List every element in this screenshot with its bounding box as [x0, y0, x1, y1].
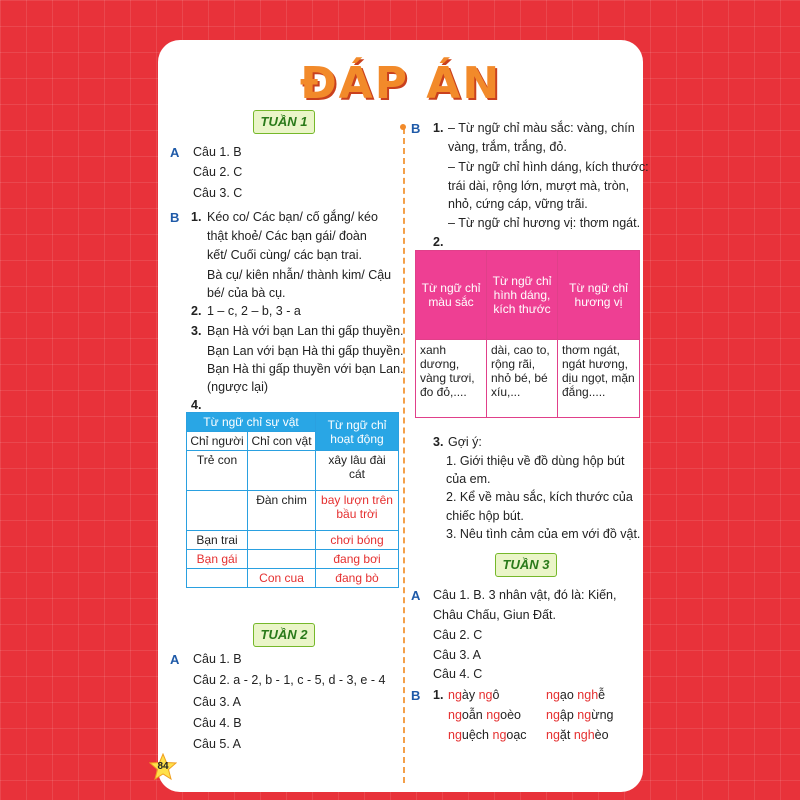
r-b-q3-line: chiếc hộp bút.	[446, 509, 524, 523]
r-section-b-tag: B	[411, 121, 421, 136]
r-b-q3-head: Gợi ý:	[448, 435, 482, 449]
t1-cell: Trẻ con	[187, 451, 248, 491]
divider-dot-top	[400, 124, 406, 130]
w1-a-line: Câu 2. C	[193, 165, 243, 179]
w1-b-q1-line: Bà cụ/ kiên nhẫn/ thành kim/ Cậu	[207, 268, 392, 282]
t1-cell: xây lâu đài cát	[316, 451, 399, 491]
w1-b-q1-num: 1.	[191, 210, 202, 224]
t2-header: Từ ngữ chỉ màu sắc	[416, 251, 487, 340]
w3-word: ngày ngô	[448, 688, 500, 702]
t1-cell: đang bơi	[316, 550, 399, 569]
week-3-label: TUẦN 3	[495, 553, 557, 577]
t1-cell	[248, 550, 316, 569]
w2-line: Câu 3. A	[193, 695, 241, 709]
w2-line: Câu 1. B	[193, 652, 242, 666]
t1-cell: Bạn gái	[187, 550, 248, 569]
t1-cell: Bạn trai	[187, 531, 248, 550]
page-title: ĐÁP ÁN	[299, 58, 502, 109]
r-b-q1-num: 1.	[433, 121, 444, 135]
w1-b-q3-line: Bạn Lan với bạn Hà thi gấp thuyền.	[207, 344, 404, 358]
w2-line: Câu 2. a - 2, b - 1, c - 5, d - 3, e - 4	[193, 673, 386, 687]
r-b-q3-line: 3. Nêu tình cảm của em với đồ vật.	[446, 527, 641, 541]
w1-b-q3-line: Bạn Hà với bạn Lan thi gấp thuyền.	[207, 324, 404, 338]
w3-a-line: Châu Chấu, Giun Đất.	[433, 608, 556, 622]
t1-cell: đang bò	[316, 569, 399, 588]
column-divider	[403, 128, 405, 783]
t1-cell: bay lượn trên bầu trời	[316, 491, 399, 531]
week-1-label: TUẦN 1	[253, 110, 315, 134]
w2-line: Câu 5. A	[193, 737, 241, 751]
w3-a-line: Câu 1. B. 3 nhân vật, đó là: Kiến,	[433, 588, 617, 602]
t1-sub-people: Chỉ người	[187, 432, 248, 451]
week-2-label: TUẦN 2	[253, 623, 315, 647]
w1-a-line: Câu 1. B	[193, 145, 242, 159]
r-b-q1-line: vàng, trắm, trắng, đỏ.	[448, 140, 567, 154]
answer-page	[158, 40, 649, 792]
r-b-q3-line: của em.	[446, 472, 491, 486]
t1-cell: Con cua	[248, 569, 316, 588]
w3-a-line: Câu 3. A	[433, 648, 481, 662]
r-b-q1-line: trái dài, rộng lớn, mượt mà, tròn,	[448, 179, 630, 193]
r-b-q1-line: – Từ ngữ chỉ màu sắc: vàng, chín	[448, 121, 635, 135]
page-number: 84	[157, 761, 169, 772]
w1-b-q1-line: kết/ Cuối cùng/ các bạn trai.	[207, 248, 362, 262]
w3-word: ngặt nghèo	[546, 728, 609, 742]
r-b-q3-line: 2. Kể về màu sắc, kích thước của	[446, 490, 633, 504]
t1-cell	[187, 569, 248, 588]
w1-b-q4-num: 4.	[191, 398, 202, 412]
t2-cell: dài, cao to, rộng rãi, nhỏ bé, bé xíu,...	[487, 340, 558, 418]
w1-b-q2-num: 2.	[191, 304, 202, 318]
w3-word: ngạo nghễ	[546, 688, 606, 702]
w2-section-a-tag: A	[170, 652, 180, 667]
r-b-q3-num: 3.	[433, 435, 444, 449]
w3-word: ngập ngừng	[546, 708, 614, 722]
w1-b-q1-line: thật khoẻ/ Các bạn gái/ đoàn	[207, 229, 367, 243]
t2-header: Từ ngữ chỉ hương vị	[558, 251, 640, 340]
t1-header-things: Từ ngữ chỉ sự vật	[187, 413, 316, 432]
t1-header-actions: Từ ngữ chỉ hoạt động	[316, 413, 399, 451]
w1-b-q3-num: 3.	[191, 324, 202, 338]
w1-activity-table	[186, 412, 399, 588]
t2-cell: thơm ngát, ngát hương, dịu ngọt, mặn đắng.....	[558, 340, 640, 418]
r-b-q1-line: – Từ ngữ chỉ hình dáng, kích thước:	[448, 160, 649, 174]
w3-word: nguệch ngoạc	[448, 728, 527, 742]
t2-header: Từ ngữ chỉ hình dáng, kích thước	[487, 251, 558, 340]
w3-word: ngoẫn ngoèo	[448, 708, 522, 722]
w3-b-num: 1.	[433, 688, 444, 702]
w3-section-b-tag: B	[411, 688, 421, 703]
w3-a-line: Câu 2. C	[433, 628, 483, 642]
t1-cell	[187, 491, 248, 531]
w3-a-line: Câu 4. C	[433, 667, 483, 681]
t1-sub-animals: Chỉ con vật	[248, 432, 316, 451]
w1-b-q1-line: bé/ của bà cụ.	[207, 286, 286, 300]
w1-b-q1-line: Kéo co/ Các bạn/ cố gắng/ kéo	[207, 210, 378, 224]
w1-b-q3-line: (ngược lại)	[207, 380, 269, 394]
w1-section-b-tag: B	[170, 210, 180, 225]
w1-b-q3-line: Bạn Hà thi gấp thuyền với bạn Lan.	[207, 362, 404, 376]
w1-section-a-tag: A	[170, 145, 180, 160]
w2-line: Câu 4. B	[193, 716, 242, 730]
r-b-q1-line: nhỏ, cứng cáp, vững trãi.	[448, 197, 588, 211]
t2-cell: xanh dương, vàng tươi, đo đỏ,....	[416, 340, 487, 418]
w3-section-a-tag: A	[411, 588, 421, 603]
w1-a-line: Câu 3. C	[193, 186, 243, 200]
t1-cell: Đàn chim	[248, 491, 316, 531]
r-b-q3-line: 1. Giới thiệu về đồ dùng hộp bút	[446, 454, 625, 468]
w1-b-q2-text: 1 – c, 2 – b, 3 - a	[207, 304, 301, 318]
r-b-q1-line: – Từ ngữ chỉ hương vị: thơm ngát.	[448, 216, 641, 230]
t1-cell: chơi bóng	[316, 531, 399, 550]
t1-cell	[248, 531, 316, 550]
r-word-table	[415, 250, 640, 418]
t1-cell	[248, 451, 316, 491]
r-b-q2-num: 2.	[433, 235, 444, 249]
